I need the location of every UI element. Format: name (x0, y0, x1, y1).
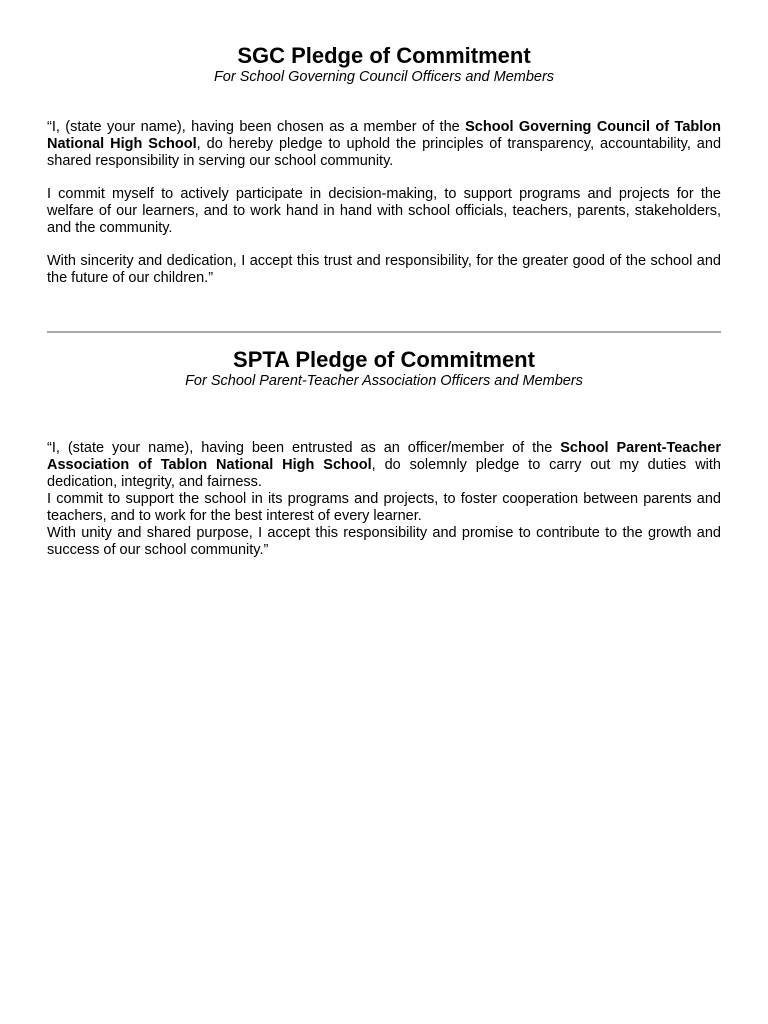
spta-pledge-body (47, 440, 721, 559)
spta-pledge-paragraph-1 (47, 440, 721, 491)
spta-pledge-title: SPTA Pledge of Commitment (233, 347, 535, 372)
spta-pledge-paragraph-3: With unity and shared purpose, I accept this responsibility and promise to contribute to the growth and success of our school community.” (47, 525, 721, 558)
sgc-council-name: School Governing Council of Tablon National High School (47, 119, 721, 152)
sgc-pledge-subtitle: For School Governing Council Officers and Members (213, 69, 555, 85)
sgc-pledge-body (47, 119, 721, 287)
sgc-pledge-paragraph-2: I commit myself to actively participate in decision-making, to support programs and projects for the welfare of our learners, and to work hand in hand with school officials, teachers, parents, stakeholders, and the community. (47, 186, 721, 236)
sgc-pledge-title: SGC Pledge of Commitment (237, 43, 531, 68)
sgc-pledge-paragraph-3: With sincerity and dedication, I accept this trust and responsibility, for the greater good of the school and the future of our children.” (47, 253, 721, 286)
spta-association-name: School Parent-Teacher Association of Tablon National High School (47, 440, 721, 473)
sgc-pledge-section (47, 0, 721, 287)
sgc-pledge-p1-rest: , do hereby pledge to uphold the principles of transparency, accountability, and shared responsibility in serving our school community. (47, 136, 722, 169)
spta-pledge-p1-intro: “I, (state your name), having been entrusted as an officer/member of the (47, 440, 561, 456)
sgc-pledge-paragraph-1 (47, 119, 721, 170)
spta-pledge-paragraph-2: I commit to support the school in its programs and projects, to foster cooperation between parents and teachers, and to work for the best interest of every learner. (47, 491, 721, 524)
spta-pledge-p1-rest: , do solemnly pledge to carry out my duties with dedication, integrity, and fairness. (47, 457, 721, 490)
spta-pledge-section (47, 347, 721, 559)
section-divider (47, 331, 721, 333)
sgc-pledge-p1-intro: “I, (state your name), having been chosen as a member of the (47, 119, 466, 135)
spta-pledge-subtitle: For School Parent-Teacher Association Officers and Members (185, 373, 583, 389)
